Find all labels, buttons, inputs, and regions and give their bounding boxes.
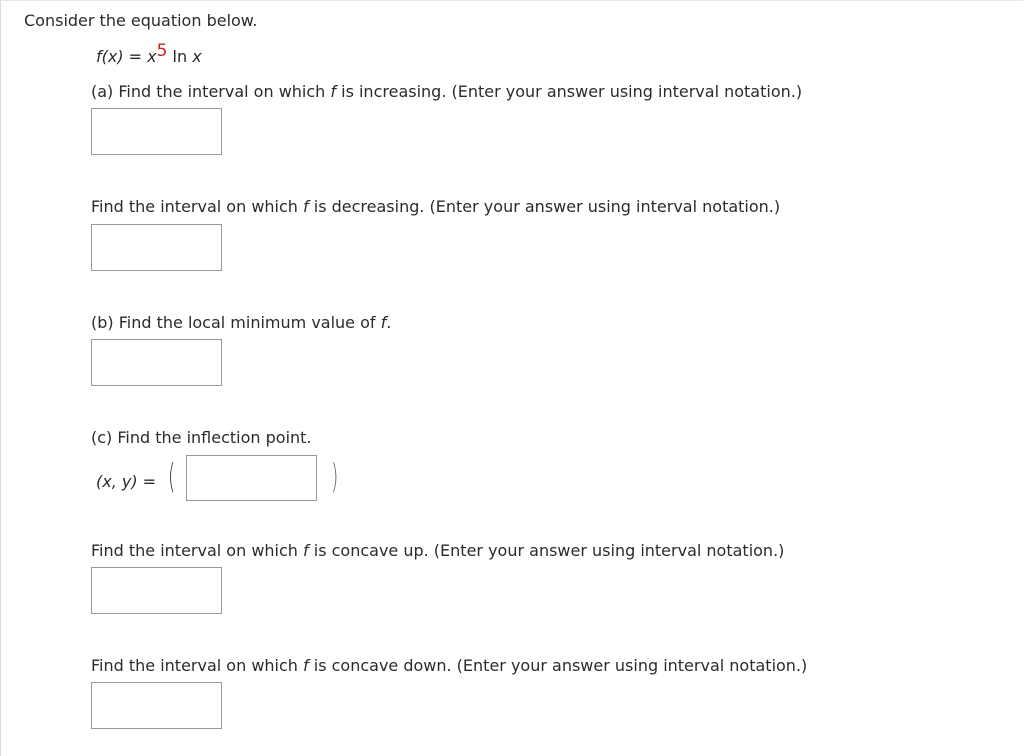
xy-text: (x, y) bbox=[96, 472, 138, 491]
question-text: Find the interval on which bbox=[91, 656, 304, 675]
equation-lhs: f(x) bbox=[96, 47, 124, 66]
question-text: (a) Find the interval on which bbox=[91, 82, 331, 101]
inflection-label bbox=[96, 472, 156, 492]
intro-text: Consider the equation below. bbox=[24, 11, 258, 30]
question-text: is concave down. (Enter your answer using interval notation.) bbox=[308, 656, 808, 675]
question-text: Find the interval on which bbox=[91, 541, 304, 560]
equation-exponent: 5 bbox=[156, 41, 168, 61]
question-concave-down bbox=[91, 656, 807, 676]
increasing-interval-input[interactable] bbox=[91, 108, 222, 155]
equation-var: x bbox=[192, 47, 202, 66]
local-minimum-input[interactable] bbox=[91, 339, 222, 386]
equation-equals: = bbox=[123, 47, 148, 66]
question-text: is increasing. (Enter your answer using interval notation.) bbox=[336, 82, 803, 101]
left-paren: ( bbox=[167, 457, 176, 497]
decreasing-interval-input[interactable] bbox=[91, 224, 222, 271]
concave-down-interval-input[interactable] bbox=[91, 682, 222, 729]
question-text: is decreasing. (Enter your answer using interval notation.) bbox=[308, 197, 781, 216]
question-concave-up bbox=[91, 541, 784, 561]
function-name: f bbox=[303, 541, 309, 560]
question-text: Find the interval on which bbox=[91, 197, 304, 216]
question-text: (b) Find the local minimum value of bbox=[91, 313, 381, 332]
equation bbox=[96, 41, 202, 68]
equation-base: x bbox=[147, 47, 157, 66]
function-name: f bbox=[303, 197, 309, 216]
equals-sign: = bbox=[137, 472, 157, 491]
function-name: f bbox=[330, 82, 337, 101]
question-a-decreasing bbox=[91, 197, 780, 217]
function-name: f bbox=[380, 313, 387, 332]
right-paren: ) bbox=[330, 457, 339, 497]
equation-ln: ln bbox=[167, 47, 193, 66]
inflection-point-input[interactable] bbox=[186, 455, 317, 501]
question-text: . bbox=[386, 313, 392, 332]
question-b-local-min bbox=[91, 313, 391, 333]
question-text: is concave up. (Enter your answer using interval notation.) bbox=[308, 541, 785, 560]
concave-up-interval-input[interactable] bbox=[91, 567, 222, 614]
question-a-increasing bbox=[91, 82, 802, 102]
question-c-inflection: (c) Find the inflection point. bbox=[91, 428, 312, 447]
function-name: f bbox=[303, 656, 309, 675]
